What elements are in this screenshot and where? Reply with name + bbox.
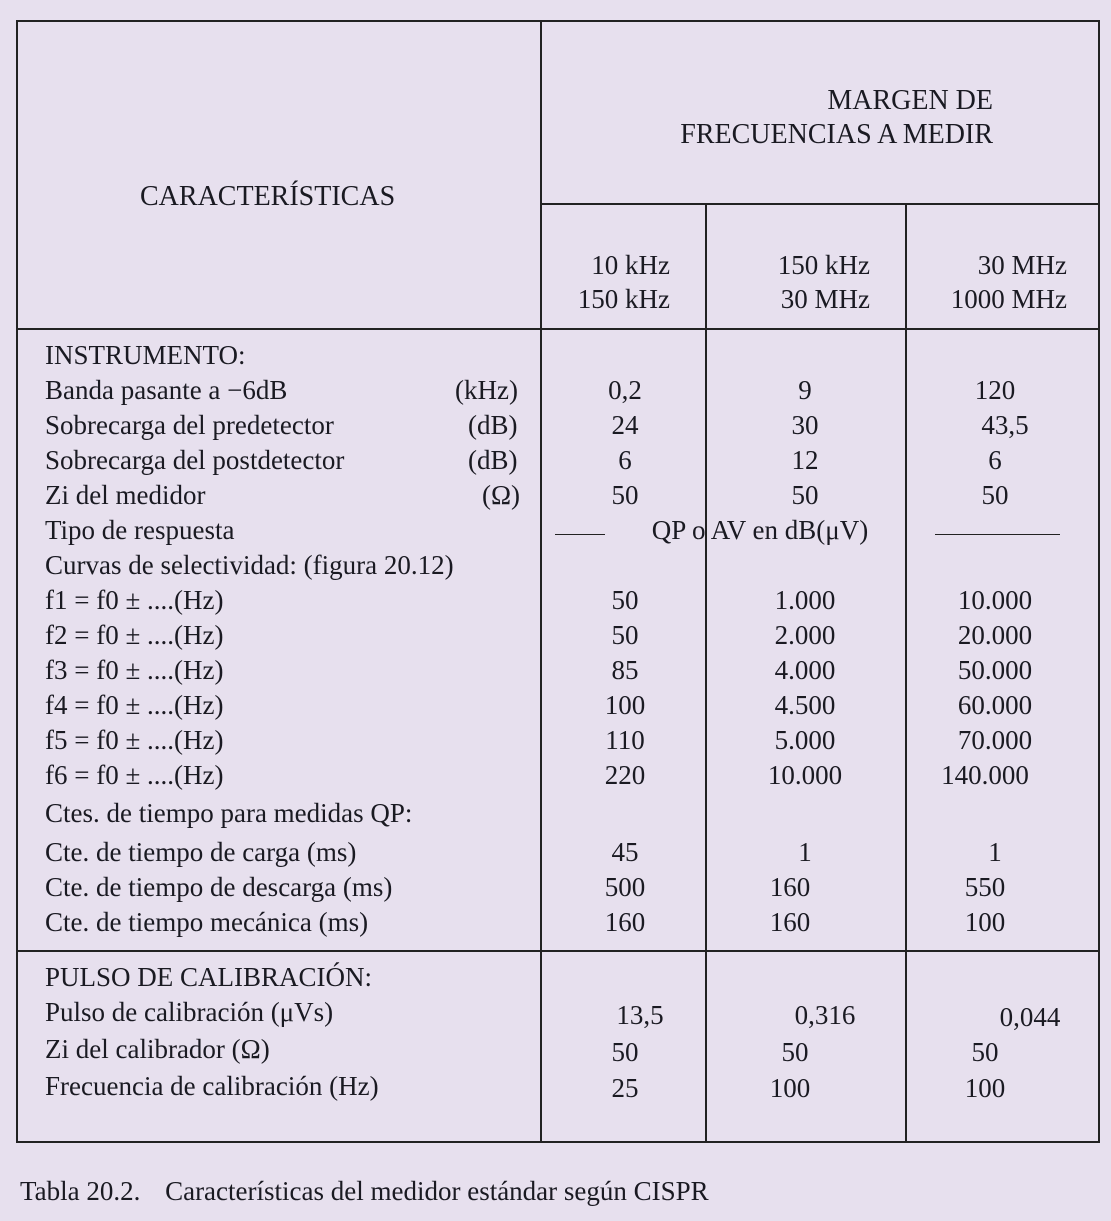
row-impedance-label: Zi del medidor: [45, 480, 206, 510]
band-3-line1: 30 MHz: [977, 250, 1067, 280]
row-cal-impedance-value-3: 50: [971, 1037, 999, 1067]
row-postdetector-value-1: 6: [618, 445, 632, 475]
row-passband-value-1: 0,2: [608, 375, 642, 405]
row-f4-value-1: 100: [604, 690, 646, 720]
row-predetector-label: Sobrecarga del predetector: [45, 410, 334, 440]
row-response-label: Tipo de respuesta: [45, 515, 235, 545]
row-cal-frequency-value-2: 100: [769, 1073, 811, 1103]
row-mechanical-time-value-2: 160: [769, 907, 811, 937]
band-2-line1: 150 kHz: [777, 250, 870, 280]
header-bottom-rule: [16, 328, 1100, 330]
row-mechanical-time-value-3: 100: [964, 907, 1006, 937]
row-f2-value-2: 2.000: [774, 620, 836, 650]
row-impedance-value-2: 50: [791, 480, 819, 510]
row-postdetector-label: Sobrecarga del postdetector: [45, 445, 345, 475]
band-1-line2: 150 kHz: [577, 284, 670, 314]
row-f1-value-2: 1.000: [774, 585, 836, 615]
selectivity-label: Curvas de selectividad: (figura 20.12): [45, 550, 454, 580]
col-divider-3: [905, 203, 907, 1143]
response-dash-right: [935, 534, 1060, 535]
row-cal-pulse-label: Pulso de calibración (μVs): [45, 997, 334, 1027]
row-cal-pulse-value-3: 0,044: [999, 1002, 1061, 1032]
row-passband-label: Banda pasante a −6dB: [45, 375, 288, 405]
row-discharge-time-value-2: 160: [769, 872, 811, 902]
row-charge-time-value-3: 1: [988, 837, 1002, 867]
row-postdetector-value-3: 6: [988, 445, 1002, 475]
row-cal-frequency-value-3: 100: [964, 1073, 1006, 1103]
row-f3-value-1: 85: [611, 655, 639, 685]
header-subdivider: [540, 203, 1100, 205]
row-impedance-value-3: 50: [981, 480, 1009, 510]
row-f2-value-3: 20.000: [957, 620, 1033, 650]
row-f4-value-3: 60.000: [957, 690, 1033, 720]
row-f5-label: f5 = f0 ± ....(Hz): [45, 725, 224, 755]
row-f6-value-2: 10.000: [767, 760, 843, 790]
row-f5-value-2: 5.000: [774, 725, 836, 755]
row-f1-label: f1 = f0 ± ....(Hz): [45, 585, 224, 615]
row-mechanical-time-label: Cte. de tiempo mecánica (ms): [45, 907, 369, 937]
row-charge-time-label: Cte. de tiempo de carga (ms): [45, 837, 357, 867]
row-cal-frequency-value-1: 25: [611, 1073, 639, 1103]
row-cal-impedance-value-2: 50: [781, 1037, 809, 1067]
row-f1-value-1: 50: [611, 585, 639, 615]
row-passband-value-3: 120: [974, 375, 1016, 405]
row-f3-value-3: 50.000: [957, 655, 1033, 685]
row-f3-label: f3 = f0 ± ....(Hz): [45, 655, 224, 685]
row-f2-value-1: 50: [611, 620, 639, 650]
calibration-section-rule: [16, 950, 1100, 952]
row-predetector-value-3: 43,5: [981, 410, 1029, 440]
row-response-value: QP o AV en dB(μV): [651, 515, 869, 545]
caption-number: Tabla 20.2.: [20, 1176, 141, 1206]
row-postdetector-unit: (dB): [468, 445, 518, 475]
band-2-line2: 30 MHz: [780, 284, 870, 314]
row-discharge-time-value-1: 500: [604, 872, 646, 902]
row-f1-value-3: 10.000: [957, 585, 1033, 615]
row-passband-value-2: 9: [798, 375, 812, 405]
row-f6-value-3: 140.000: [941, 760, 1029, 790]
row-passband-unit: (kHz): [455, 375, 518, 405]
band-3-line2: 1000 MHz: [950, 284, 1067, 314]
row-discharge-time-value-3: 550: [964, 872, 1006, 902]
row-discharge-time-label: Cte. de tiempo de descarga (ms): [45, 872, 393, 902]
row-f3-value-2: 4.000: [774, 655, 836, 685]
table-caption: [20, 1176, 709, 1207]
row-impedance-unit: (Ω): [482, 480, 521, 510]
row-f4-value-2: 4.500: [774, 690, 836, 720]
row-f6-value-1: 220: [604, 760, 646, 790]
instrument-section-title: INSTRUMENTO:: [45, 340, 246, 370]
time-constants-label: Ctes. de tiempo para medidas QP:: [45, 798, 413, 828]
row-predetector-value-2: 30: [791, 410, 819, 440]
row-cal-pulse-value-2: 0,316: [794, 1000, 856, 1030]
col-divider-2: [705, 203, 707, 1143]
range-title-line2: FRECUENCIAS A MEDIR: [680, 119, 993, 150]
row-f2-label: f2 = f0 ± ....(Hz): [45, 620, 224, 650]
row-f6-label: f6 = f0 ± ....(Hz): [45, 760, 224, 790]
row-impedance-value-1: 50: [611, 480, 639, 510]
col-divider-1: [540, 20, 542, 1143]
characteristics-header: CARACTERÍSTICAS: [140, 181, 396, 212]
row-f4-label: f4 = f0 ± ....(Hz): [45, 690, 224, 720]
row-f5-value-3: 70.000: [957, 725, 1033, 755]
row-f5-value-1: 110: [605, 725, 645, 755]
row-charge-time-value-2: 1: [798, 837, 812, 867]
range-title-line1: MARGEN DE: [827, 85, 993, 116]
band-1-line1: 10 kHz: [591, 250, 670, 280]
caption-text: Características del medidor estándar según CISPR: [165, 1176, 709, 1206]
row-postdetector-value-2: 12: [791, 445, 819, 475]
row-mechanical-time-value-1: 160: [604, 907, 646, 937]
row-cal-frequency-label: Frecuencia de calibración (Hz): [45, 1071, 379, 1101]
row-charge-time-value-1: 45: [611, 837, 639, 867]
row-predetector-value-1: 24: [611, 410, 639, 440]
row-cal-impedance-value-1: 50: [611, 1037, 639, 1067]
calibration-section-title: PULSO DE CALIBRACIÓN:: [45, 962, 373, 992]
row-cal-pulse-value-1: 13,5: [616, 1000, 664, 1030]
row-cal-impedance-label: Zi del calibrador (Ω): [45, 1034, 270, 1064]
row-predetector-unit: (dB): [468, 410, 518, 440]
